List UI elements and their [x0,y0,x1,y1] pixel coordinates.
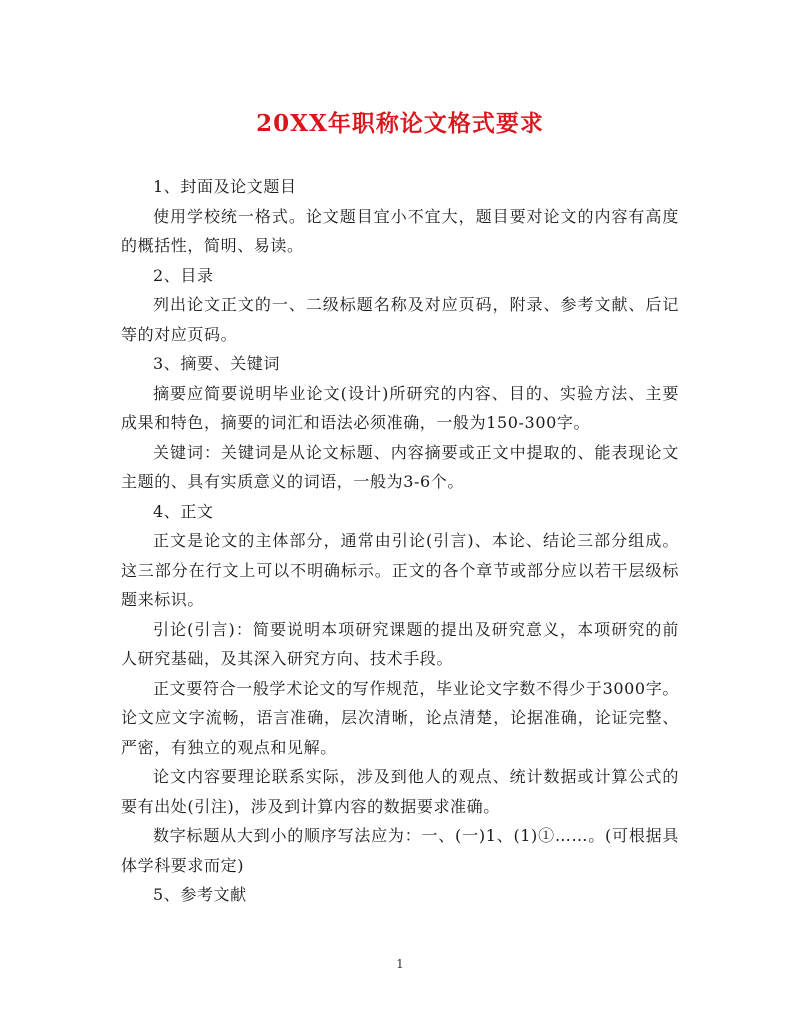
paragraph-citations: 论文内容要理论联系实际，涉及到他人的观点、统计数据或计算公式的要有出处(引注)，涉及到计算内容的数据要求准确。 [121,767,679,816]
paragraph-cover-desc: 使用学校统一格式。论文题目宜小不宜大，题目要对论文的内容有高度的概括性，简明、易读。 [121,206,679,255]
paragraph-writing-norms: 正文要符合一般学术论文的写作规范，毕业论文字数不得少于3000字。论文应文字流畅，语言准确，层次清晰，论点清楚，论据准确，论证完整、严密，有独立的观点和见解。 [121,678,679,757]
page-number: 1 [396,957,404,971]
document-title: 20XX年职称论文格式要求 [256,110,544,137]
section-heading-cover: 1、封面及论文题目 [153,177,297,196]
section-heading-references: 5、参考文献 [153,885,247,904]
section-heading-toc: 2、目录 [153,265,214,285]
section-heading-abstract: 3、摘要、关键词 [153,354,280,373]
paragraph-heading-numbering: 数字标题从大到小的顺序写法应为：一、(一)1、(1)①……。(可根据具体学科要求而定) [121,826,679,875]
paragraph-introduction: 引论(引言)：简要说明本项研究课题的提出及研究意义，本项研究的前人研究基础，及其深入研究方向、技术手段。 [121,619,679,668]
paragraph-toc-desc: 列出论文正文的一、二级标题名称及对应页码，附录、参考文献、后记等的对应页码。 [121,295,679,344]
paragraph-body-structure: 正文是论文的主体部分，通常由引论(引言)、本论、结论三部分组成。这三部分在行文上可以不明确标示。正文的各个章节或部分应以若干层级标题来标识。 [121,531,679,609]
section-heading-body: 4、正文 [153,501,214,521]
paragraph-abstract-desc: 摘要应简要说明毕业论文(设计)所研究的内容、目的、实验方法、主要成果和特色，摘要的词汇和语法必须准确，一般为150-300字。 [121,383,679,432]
paragraph-keywords-desc: 关键词：关键词是从论文标题、内容摘要或正文中提取的、能表现论文主题的、具有实质意义的词语，一般为3-6个。 [121,442,679,491]
document-body [121,172,679,910]
